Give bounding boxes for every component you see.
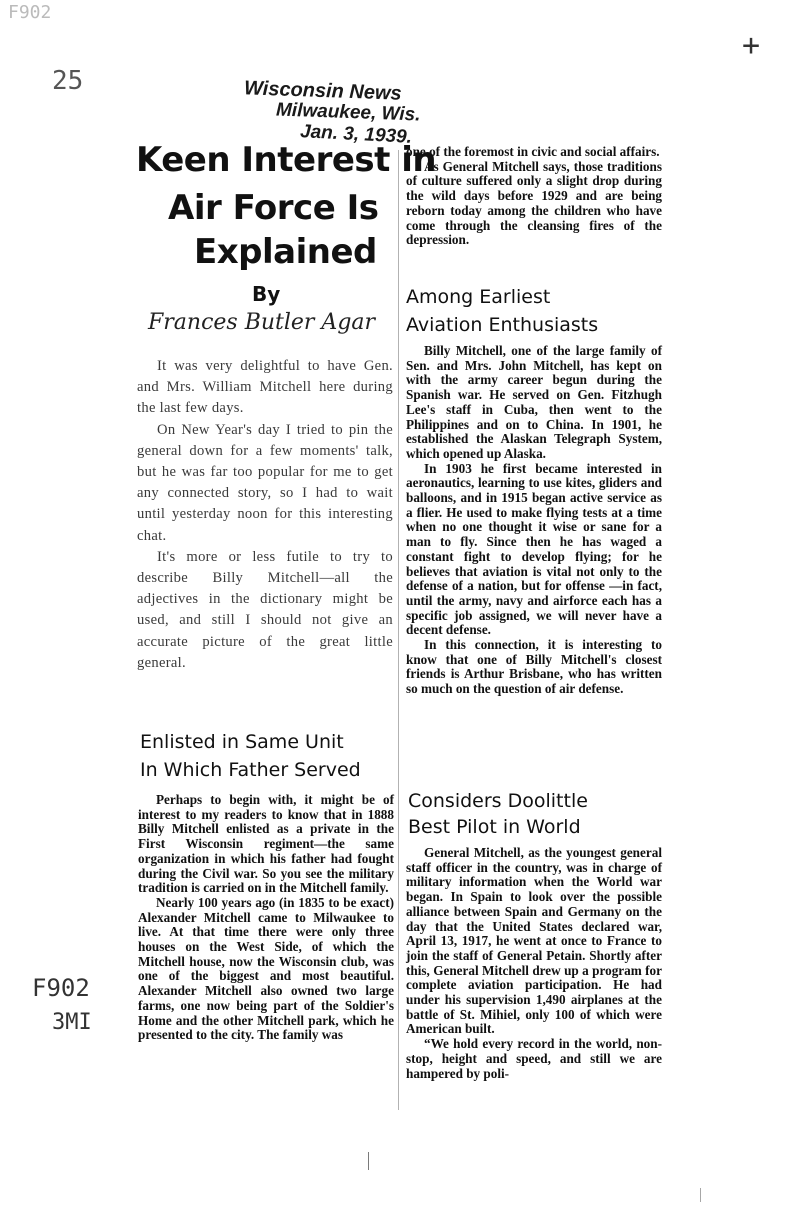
source-paper: Wisconsin News	[243, 77, 402, 105]
section-1-body	[138, 793, 394, 1043]
section-3-head-line-1: Considers Doolittle	[408, 790, 588, 812]
right-top-paragraph-2: As General Mitchell says, those traditions of culture suffered only a slight drop during the wild days before 1929 and are being reborn today among the children who have come through the cleansing fires of the depression.	[406, 158, 662, 248]
section-2-paragraph-3: In this connection, it is interesting to know that one of Billy Mitchell's closest friends is Arthur Brisbane, who has written so much on the question of air defense.	[406, 637, 662, 697]
right-top-paragraph-1: one of the foremost in civic and social affairs.	[406, 144, 660, 159]
source-city: Milwaukee, Wis.	[275, 99, 421, 126]
section-2-head-line-2: Aviation Enthusiasts	[406, 314, 599, 336]
section-2-paragraph-1: Billy Mitchell, one of the large family of Sen. and Mrs. John Mitchell, has kept on with the army career begun during the Spanish war. He served on Gen. Fitzhugh Lee's staff in Cuba, then went to the Philippines and on to China. In 1901, he established the Alaskan Telegraph System, which opened up Alaska.	[406, 343, 662, 461]
section-1-head-line-1: Enlisted in Same Unit	[140, 731, 344, 753]
section-3-body	[406, 846, 662, 1081]
section-3-paragraph-2: “We hold every record in the world, non-stop, height and speed, and still we are hampered by poli-	[406, 1036, 662, 1081]
headline-line-3: Explained	[194, 232, 377, 272]
intro-column	[137, 356, 393, 674]
author-signature: Frances Butler Agar	[148, 310, 376, 335]
section-1-paragraph-1: Perhaps to begin with, it might be of interest to my readers to know that in 1888 Billy Mitchell enlisted as a private in the First Wisconsin regiment—the same organization in which his father had fought during the Civil war. So you see the military tradition is carried on in the Mitchell family.	[138, 792, 394, 896]
headline-line-1: Keen Interest in	[136, 140, 437, 180]
side-code-mark: F902	[32, 974, 90, 1002]
byline-by: By	[252, 282, 281, 306]
section-2-paragraph-2: In 1903 he first became interested in aeronautics, learning to use kites, gliders and balloons, and in 1915 began active service as a flier. He used to make flying tests at a time when no one thought it wise or sane for a man to fly. Since then he has waged a constant fight to develop flying; for he believes that aviation is vital not only to the defense of a nation, but for offense —in fact, until the army, navy and airforce each has a specific job assigned, we will never have a decent defense.	[406, 460, 662, 638]
section-2-head-line-1: Among Earliest	[406, 286, 551, 308]
section-3-head-line-2: Best Pilot in World	[408, 816, 581, 838]
scan-artifact-mark-2	[700, 1188, 701, 1202]
scan-artifact-mark	[368, 1152, 369, 1170]
intro-paragraph-2: On New Year's day I tried to pin the general down for a few moments' talk, but he was far too popular for me to get any connected story, so I had to wait until yesterday noon for this interesting chat.	[137, 421, 393, 544]
page-number: 25	[52, 66, 84, 96]
right-top-text	[406, 145, 662, 248]
source-date: Jan. 3, 1939.	[299, 121, 413, 148]
column-divider	[398, 150, 399, 1110]
intro-paragraph-3: It's more or less futile to try to describe Billy Mitchell—all the adjectives in the dictionary might be used, and still I should not give an accurate picture of the great little general.	[137, 548, 393, 671]
section-3-paragraph-1: General Mitchell, as the youngest general staff officer in the country, was in charge of military information when the World war began. In Spain to look over the possible alliance between Spain and Germany on the day that the United States declared war, April 13, 1917, he went at once to France to join the staff of General Petain. Shortly after this, General Mitchell drew up a program for complete aviation participation. He had under his supervision 1,490 airplanes at the battle of St. Mihiel, only 100 of which were American built.	[406, 845, 662, 1037]
section-1-paragraph-2: Nearly 100 years ago (in 1835 to be exact) Alexander Mitchell came to Milwaukee to live. At that time there were only three houses on the West Side, of which the Mitchell house, now the Wisconsin club, was one of the biggest and most beautiful. Alexander Mitchell also owned two large farms, one now being part of the Soldier's Home and the other Mitchell park, which he presented to the city. The family was	[138, 894, 394, 1043]
intro-paragraph-1: It was very delightful to have Gen. and Mrs. William Mitchell here during the last few days.	[137, 358, 393, 417]
headline-line-2: Air Force Is	[168, 188, 379, 228]
section-1-head-line-2: In Which Father Served	[140, 759, 361, 781]
top-code-mark: F902	[8, 2, 52, 23]
side-sub-mark: 3MI	[52, 1010, 92, 1035]
section-2-body	[406, 344, 662, 697]
plus-mark: +	[742, 28, 761, 63]
